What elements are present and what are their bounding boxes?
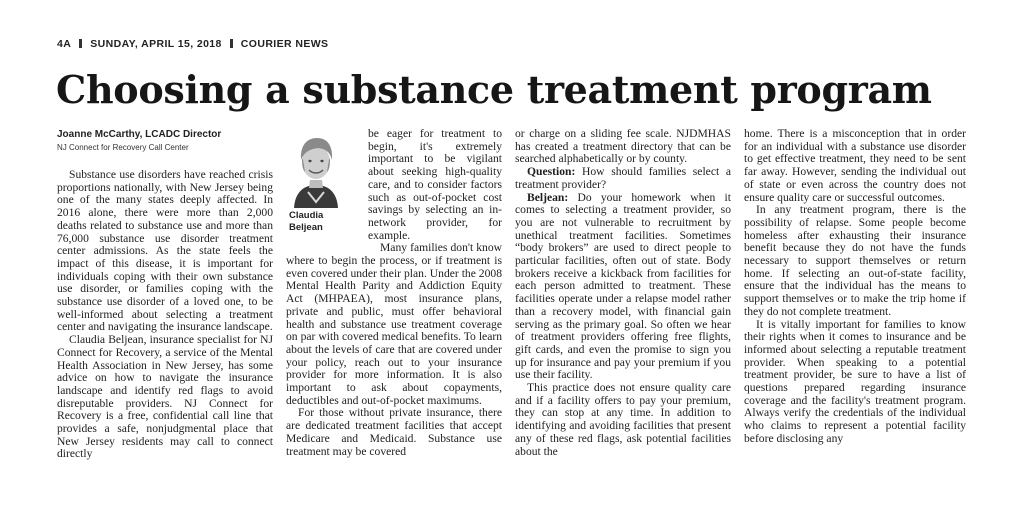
caption-first-name: Claudia xyxy=(289,210,324,221)
byline-organization: NJ Connect for Recovery Call Center xyxy=(57,143,189,152)
folio-divider xyxy=(230,39,233,48)
article-column-1 xyxy=(57,169,273,461)
question-label: Question: xyxy=(527,165,576,179)
paragraph: In any treatment program, there is the possibility of relapse. Some people become homeless after exhausting their insurance benefit because they do not have the funds necessary to support themselves or return home. If selecting an out-of-state facility, ensure that the individual has the means to support themselves or to make the trip home if they do not complete treatment. xyxy=(744,203,966,318)
article-column-2 xyxy=(286,128,502,458)
page-number: 4A xyxy=(57,38,72,50)
question-paragraph xyxy=(515,166,731,191)
paragraph: It is vitally important for families to know their rights when it comes to insurance and be informed about selecting a reputable treatment provider. When speaking to a potential treatment provider, be sure to have a list of questions prepared regarding insurance coverage and the facility's treatment program. Always verify the credentials of the individual who claims to represent a potential facility before disclosing any xyxy=(744,317,966,445)
answer-text: Do your homework when it comes to selecting a treatment provider, so you are not vulnerable to recruitment by unethical treatment facilities. Sometimes “body brokers” are used to direct people to particular facilities, often out of state. Body brokers receive a kickback from facilities for each person admitted to treatment. These facilities operate under a relapse model rather than a recovery model, with financial gain serving as the primary goal. So often we hear of treatment providers offering free flights, gift cards, and even the promise to sign you up for insurance and pay your premium if you use their facility. xyxy=(515,190,731,382)
paragraph: Claudia Beljean, insurance specialist for NJ Connect for Recovery, a service of the Mental Health Association in New Jersey, has some advice on how to navigate the insurance landscape and identify red flags to avoid disreputable providers. NJ Connect for Recovery is a free, confidential call line that provides a safe, nonjudgmental place that New Jersey residents may call to connect directly xyxy=(57,333,273,461)
paragraph: For those without private insurance, there are dedicated treatment facilities that accept Medicare and Medicaid. Substance use treatment may be covered xyxy=(286,406,502,458)
page-folio xyxy=(57,38,328,50)
headshot-photo xyxy=(288,130,344,208)
caption-last-name: Beljean xyxy=(289,222,323,233)
article-column-4 xyxy=(744,128,966,446)
question-text: How should families select a treatment provider? xyxy=(515,165,731,191)
article-headline: Choosing a substance treatment program xyxy=(56,67,932,112)
photo-caption xyxy=(289,210,323,234)
folio-divider xyxy=(79,39,82,48)
paragraph: This practice does not ensure quality care and if a facility offers to pay your premium, they can stop at any time. In addition to identifying and avoiding facilities that present any of these red flags, ask potential facilities about the xyxy=(515,381,731,458)
byline-author: Joanne McCarthy, LCADC Director xyxy=(57,129,222,140)
paragraph: or charge on a sliding fee scale. NJDMHAS has created a treatment directory that can be searched alphabetically or by county. xyxy=(515,127,731,166)
article-column-3 xyxy=(515,128,731,458)
paragraph: home. There is a misconception that in order for an individual with a substance use disorder to get effective treatment, they need to be sent far away. However, sending the individual out of state or even across the country does not ensure quality care or successful outcomes. xyxy=(744,127,966,204)
publication-name: COURIER NEWS xyxy=(240,38,329,50)
paragraph: Substance use disorders have reached crisis proportions nationally, with New Jersey being one of the many states deeply affected. In 2016 alone, there were more than 2,000 deaths related to substance use and more than 76,000 substance use disorder treatment center admissions. As the state feels the impact of this disease, it is important for individuals coping with their own substance use disorder, or families coping with the substance use disorder of a loved one, to be well-informed about selecting a treatment center and navigating the insurance landscape. xyxy=(57,168,273,334)
headshot-figure xyxy=(286,128,362,246)
answer-label: Beljean: xyxy=(527,190,569,204)
paragraph: Many families don't know where to begin the process, or if treatment is even covered under their plan. Under the 2008 Mental Health Parity and Addiction Equity Act (MHPAEA), most insurance plans, private and public, must offer behavioral health and substance use treatment coverage on par with covered medical benefits. To learn about the levels of care that are covered under your policy, reach out to your insurance provider for more information. It is also important to ask about copayments, deductibles and out-of-pocket maximums. xyxy=(286,241,502,407)
paragraph: be eager for treatment to begin, it's extremely important to be vigilant about seeking high-quality care, and to consider factors such as out-of-pocket cost savings by selecting an in-network provider, for example. xyxy=(368,127,502,242)
issue-date: SUNDAY, APRIL 15, 2018 xyxy=(90,38,222,50)
answer-paragraph xyxy=(515,192,731,383)
